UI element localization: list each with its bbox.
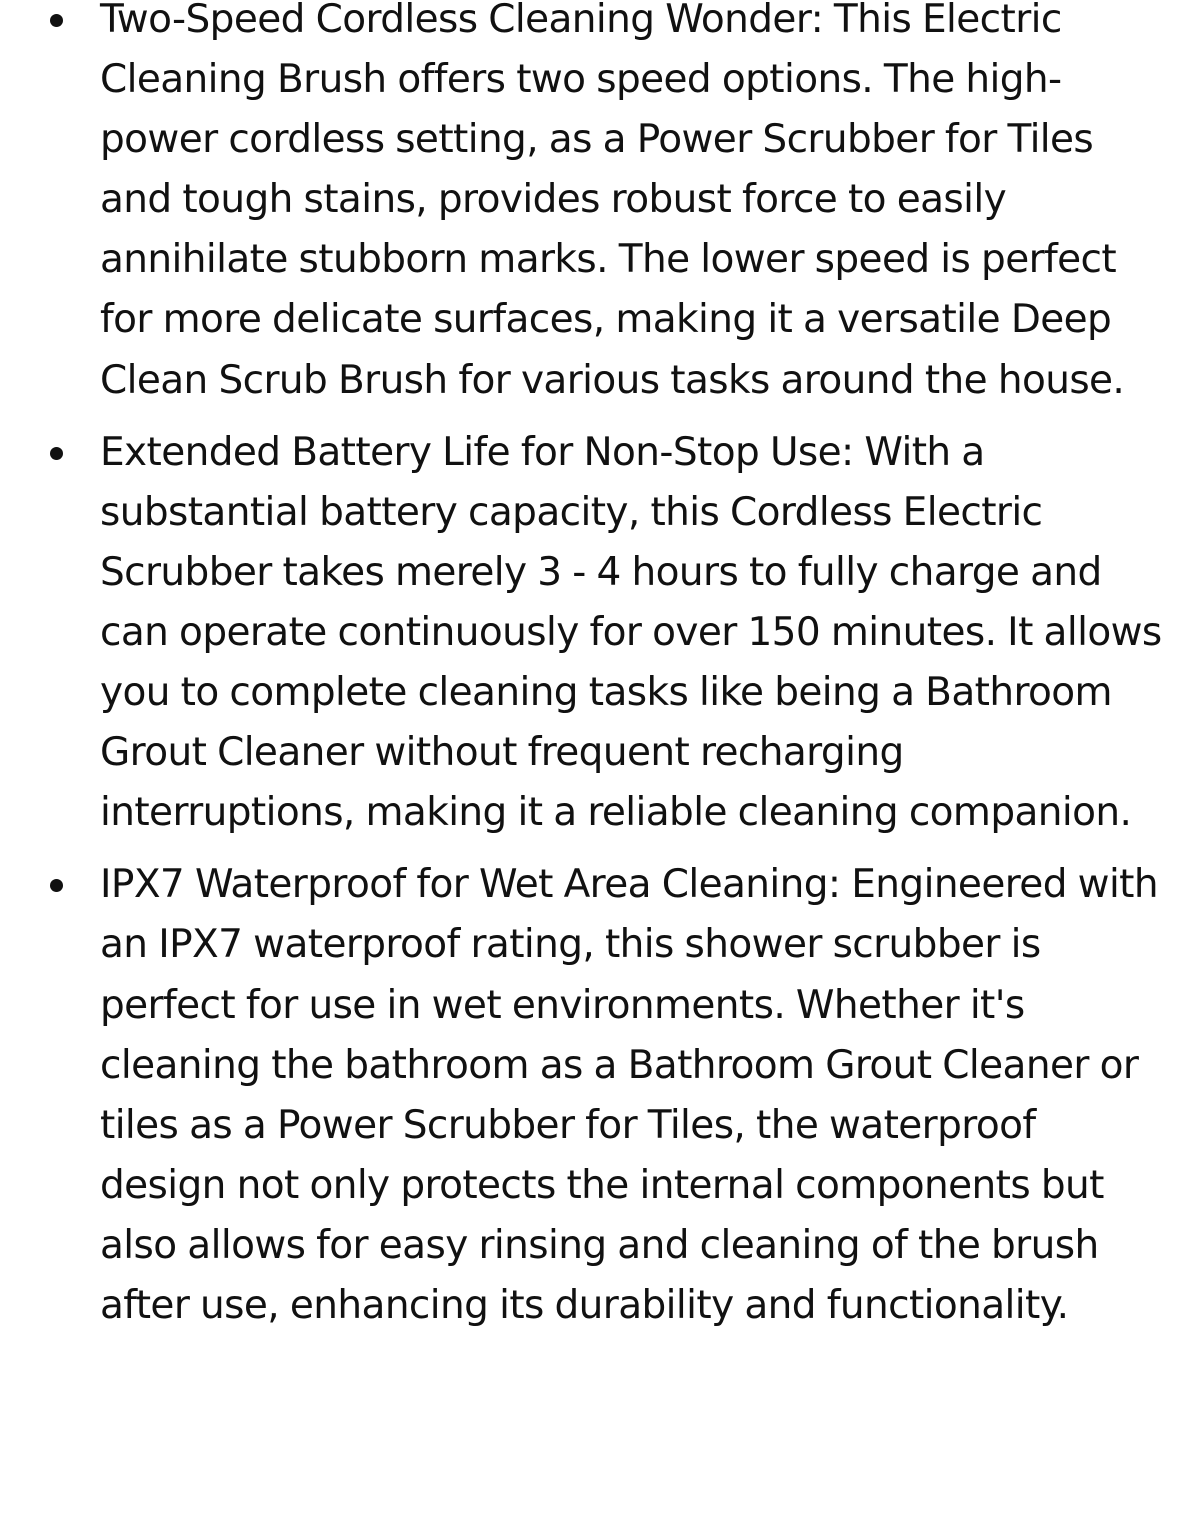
bullet-dot-icon — [50, 879, 63, 892]
bullet-dot-icon — [50, 447, 63, 460]
feature-description: Two-Speed Cordless Cleaning Wonder: This Electric Cleaning Brush offers two speed options. The high-power cordless setting, as a Power Scrubber for Tiles and tough stains, provides robust force to easily annihilate stubborn marks. The lower speed is perfect for more delicate surfaces, making it a versatile Deep Clean Scrub Brush for various tasks around the house. — [100, 0, 1125, 403]
list-item-battery-life — [0, 423, 1193, 844]
feature-description: IPX7 Waterproof for Wet Area Cleaning: Engineered with an IPX7 waterproof rating, this shower scrubber is perfect for use in wet environments. Whether it's cleaning the bathroom as a Bathroom Grout Cleaner or tiles as a Power Scrubber for Tiles, the waterproof design not only protects the internal components but also allows for easy rinsing and cleaning of the brush after use, enhancing its durability and functionality. — [100, 862, 1158, 1328]
feature-description: Extended Battery Life for Non-Stop Use: With a substantial battery capacity, this Cordless Electric Scrubber takes merely 3 - 4 hours to fully charge and can operate continuously for over 150 minutes. It allows you to complete cleaning tasks like being a Bathroom Grout Cleaner without frequent recharging interruptions, making it a reliable cleaning companion. — [100, 429, 1162, 836]
bullet-dot-icon — [50, 14, 63, 27]
list-item-waterproof — [0, 855, 1193, 1336]
list-item-two-speed — [0, 0, 1193, 411]
